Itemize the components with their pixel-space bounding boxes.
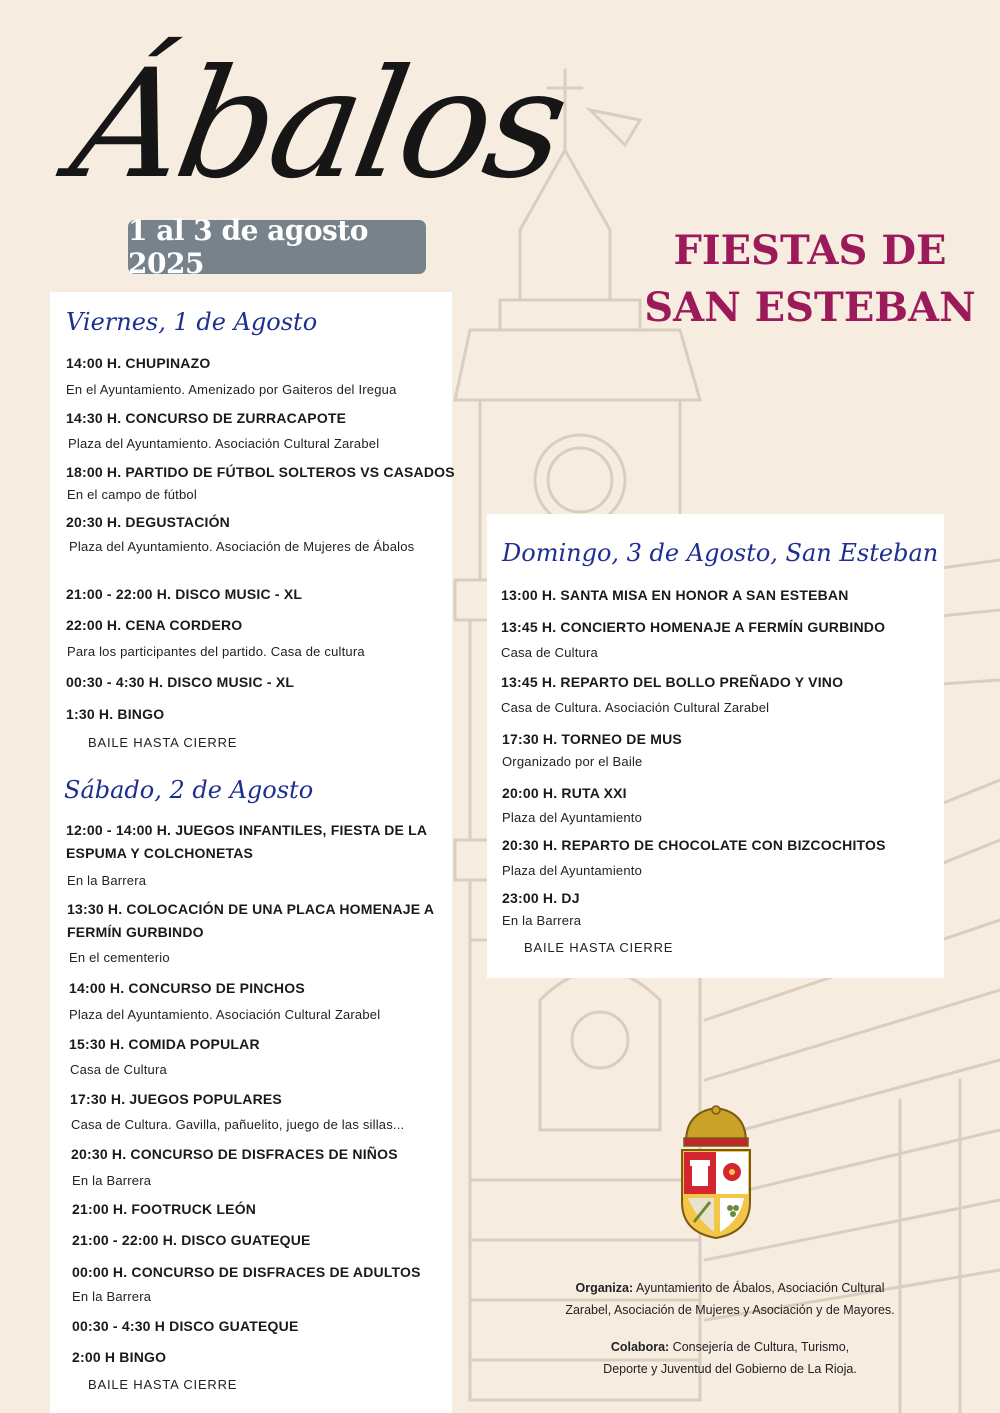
colabora-credits <box>530 1336 930 1380</box>
event-desc: Plaza del Ayuntamiento. Asociación de Mujeres de Ábalos <box>69 539 415 554</box>
date-badge: 1 al 3 de agosto 2025 <box>128 220 426 274</box>
event-title: 22:00 H. CENA CORDERO <box>66 617 243 633</box>
event-title: 20:30 H. CONCURSO DE DISFRACES DE NIÑOS <box>71 1146 398 1162</box>
event-desc: Plaza del Ayuntamiento. Asociación Cultural Zarabel <box>69 1007 381 1022</box>
left-schedule-panel <box>50 292 455 1413</box>
page-title: Ábalos <box>60 38 577 212</box>
organiza-text-2: Zarabel, Asociación de Mujeres y Asociación y de Mayores. <box>565 1303 895 1317</box>
event-desc: En el cementerio <box>69 950 170 965</box>
closing-note: BAILE HASTA CIERRE <box>88 735 238 750</box>
right-schedule-panel <box>487 514 944 978</box>
event-title: 18:00 H. PARTIDO DE FÚTBOL SOLTEROS VS CASADOS <box>66 464 455 480</box>
event-title: 00:00 H. CONCURSO DE DISFRACES DE ADULTOS <box>72 1264 421 1280</box>
event-title: 13:45 H. CONCIERTO HOMENAJE A FERMÍN GURBINDO <box>501 619 886 635</box>
event-title: 2:00 H BINGO <box>72 1349 167 1365</box>
event-desc: Para los participantes del partido. Casa de cultura <box>67 644 365 659</box>
event-title: 20:30 H. DEGUSTACIÓN <box>66 514 230 530</box>
fiestas-line-2: SAN ESTEBAN <box>644 284 976 331</box>
event-title: 13:00 H. SANTA MISA EN HONOR A SAN ESTEBAN <box>501 587 849 603</box>
event-title: 20:00 H. RUTA XXI <box>502 785 627 801</box>
fiestas-line-1: FIESTAS DE <box>673 227 947 274</box>
event-title: 20:30 H. REPARTO DE CHOCOLATE CON BIZCOCHITOS <box>502 837 886 853</box>
event-title: 00:30 - 4:30 H DISCO GUATEQUE <box>72 1318 299 1334</box>
closing-note: BAILE HASTA CIERRE <box>524 940 674 955</box>
event-desc: En la Barrera <box>72 1173 152 1188</box>
event-desc: En el Ayuntamiento. Amenizado por Gaiteros del Iregua <box>66 382 397 397</box>
colabora-label: Colabora: <box>610 1340 670 1354</box>
event-title: 14:00 H. CHUPINAZO <box>66 355 211 371</box>
day-title-viernes: Viernes, 1 de Agosto <box>66 308 318 336</box>
event-title: 15:30 H. COMIDA POPULAR <box>69 1036 260 1052</box>
event-desc: Casa de Cultura. Gavilla, pañuelito, juego de las sillas... <box>71 1117 405 1132</box>
event-title: 21:00 H. FOOTRUCK LEÓN <box>72 1201 257 1217</box>
event-desc: Plaza del Ayuntamiento <box>502 863 643 878</box>
event-title: 17:30 H. TORNEO DE MUS <box>502 731 682 747</box>
event-title: 14:00 H. CONCURSO DE PINCHOS <box>69 980 305 996</box>
event-desc: Casa de Cultura. Asociación Cultural Zarabel <box>501 700 770 715</box>
event-title: 13:45 H. REPARTO DEL BOLLO PREÑADO Y VINO <box>501 674 844 690</box>
event-desc: En la Barrera <box>72 1289 152 1304</box>
closing-note: BAILE HASTA CIERRE <box>88 1377 238 1392</box>
organiza-text-1: Ayuntamiento de Ábalos, Asociación Cultural <box>635 1281 885 1295</box>
event-title: 17:30 H. JUEGOS POPULARES <box>70 1091 282 1107</box>
event-title: 1:30 H. BINGO <box>66 706 165 722</box>
event-title: 14:30 H. CONCURSO DE ZURRACAPOTE <box>66 410 347 426</box>
event-title: 21:00 - 22:00 H. DISCO MUSIC - XL <box>66 586 303 602</box>
day-title-sabado: Sábado, 2 de Agosto <box>64 776 314 804</box>
colabora-text-1: Consejería de Cultura, Turismo, <box>672 1340 850 1354</box>
organiza-label: Organiza: <box>575 1281 634 1295</box>
event-desc: En el campo de fútbol <box>67 487 197 502</box>
event-desc: Casa de Cultura <box>501 645 598 660</box>
event-title: 00:30 - 4:30 H. DISCO MUSIC - XL <box>66 674 295 690</box>
event-desc: En la Barrera <box>67 873 147 888</box>
day-title-domingo: Domingo, 3 de Agosto, San Esteban <box>502 539 939 567</box>
event-title: 12:00 - 14:00 H. JUEGOS INFANTILES, FIESTA DE LA ESPUMA Y COLCHONETAS <box>66 822 427 861</box>
event-desc: Organizado por el Baile <box>502 754 643 769</box>
event-desc: En la Barrera <box>502 913 582 928</box>
event-desc: Plaza del Ayuntamiento. Asociación Cultural Zarabel <box>68 436 380 451</box>
event-title: 21:00 - 22:00 H. DISCO GUATEQUE <box>72 1232 311 1248</box>
event-desc: Casa de Cultura <box>70 1062 167 1077</box>
event-title: 23:00 H. DJ <box>502 890 580 906</box>
event-title: 13:30 H. COLOCACIÓN DE UNA PLACA HOMENAJE A FERMÍN GURBINDO <box>67 901 434 940</box>
event-desc: Plaza del Ayuntamiento <box>502 810 643 825</box>
fiestas-heading <box>640 222 980 336</box>
colabora-text-2: Deporte y Juventud del Gobierno de La Rioja. <box>603 1362 857 1376</box>
organiza-credits <box>530 1277 930 1321</box>
coat-of-arms-icon <box>676 1102 756 1242</box>
